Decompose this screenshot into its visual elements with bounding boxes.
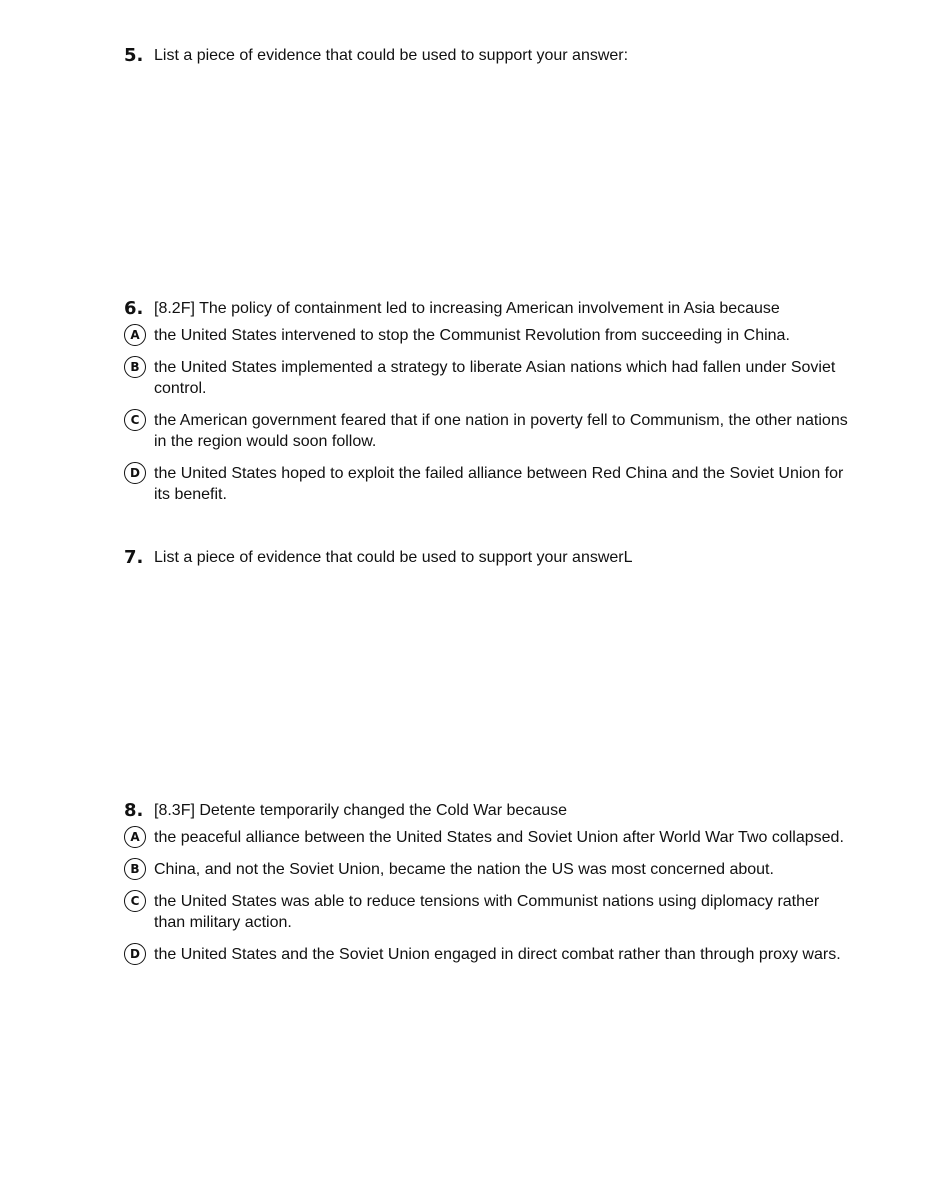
answer-choices	[124, 827, 854, 965]
question-prompt: [8.3F] Detente temporarily changed the Cold War because	[154, 802, 567, 819]
choice-bubble-a[interactable]: A	[124, 826, 146, 848]
answer-choice-b[interactable]	[124, 859, 854, 880]
choice-text: the peaceful alliance between the United States and Soviet Union after World War Two collapsed.	[154, 829, 844, 846]
question-number: 8.	[124, 800, 144, 821]
question-prompt: [8.2F] The policy of containment led to increasing American involvement in Asia because	[154, 300, 780, 317]
answer-choice-a[interactable]	[124, 827, 854, 848]
choice-bubble-d[interactable]: D	[124, 943, 146, 965]
choice-bubble-d[interactable]: D	[124, 462, 146, 484]
choice-bubble-c[interactable]: C	[124, 890, 146, 912]
answer-choice-b[interactable]	[124, 357, 854, 399]
question-5	[124, 45, 854, 66]
answer-choice-c[interactable]	[124, 410, 854, 452]
question-prompt: List a piece of evidence that could be used to support your answerL	[154, 549, 633, 566]
answer-choice-d[interactable]	[124, 944, 854, 965]
choice-bubble-c[interactable]: C	[124, 409, 146, 431]
question-7	[124, 547, 854, 568]
choice-text: the American government feared that if one nation in poverty fell to Communism, the other nations in the region would soon follow.	[154, 412, 848, 450]
answer-choice-a[interactable]	[124, 325, 854, 346]
question-8-header	[124, 800, 854, 821]
choice-bubble-a[interactable]: A	[124, 324, 146, 346]
question-number: 7.	[124, 547, 144, 568]
choice-text: the United States intervened to stop the Communist Revolution from succeeding in China.	[154, 327, 790, 344]
question-6	[124, 298, 854, 505]
answer-choice-d[interactable]	[124, 463, 854, 505]
choice-bubble-b[interactable]: B	[124, 356, 146, 378]
choice-text: the United States implemented a strategy to liberate Asian nations which had fallen under Soviet control.	[154, 359, 836, 397]
question-8	[124, 800, 854, 965]
question-5-header	[124, 45, 854, 66]
choice-text: the United States was able to reduce tensions with Communist nations using diplomacy rather than military action.	[154, 893, 820, 931]
question-number: 6.	[124, 298, 144, 319]
choice-text: China, and not the Soviet Union, became the nation the US was most concerned about.	[154, 861, 774, 878]
choice-text: the United States hoped to exploit the failed alliance between Red China and the Soviet Union for its benefit.	[154, 465, 844, 503]
answer-choice-c[interactable]	[124, 891, 854, 933]
question-7-header	[124, 547, 854, 568]
answer-choices	[124, 325, 854, 505]
choice-bubble-b[interactable]: B	[124, 858, 146, 880]
question-prompt: List a piece of evidence that could be used to support your answer:	[154, 47, 629, 64]
choice-text: the United States and the Soviet Union engaged in direct combat rather than through proxy wars.	[154, 946, 841, 963]
question-number: 5.	[124, 45, 144, 66]
question-6-header	[124, 298, 854, 319]
